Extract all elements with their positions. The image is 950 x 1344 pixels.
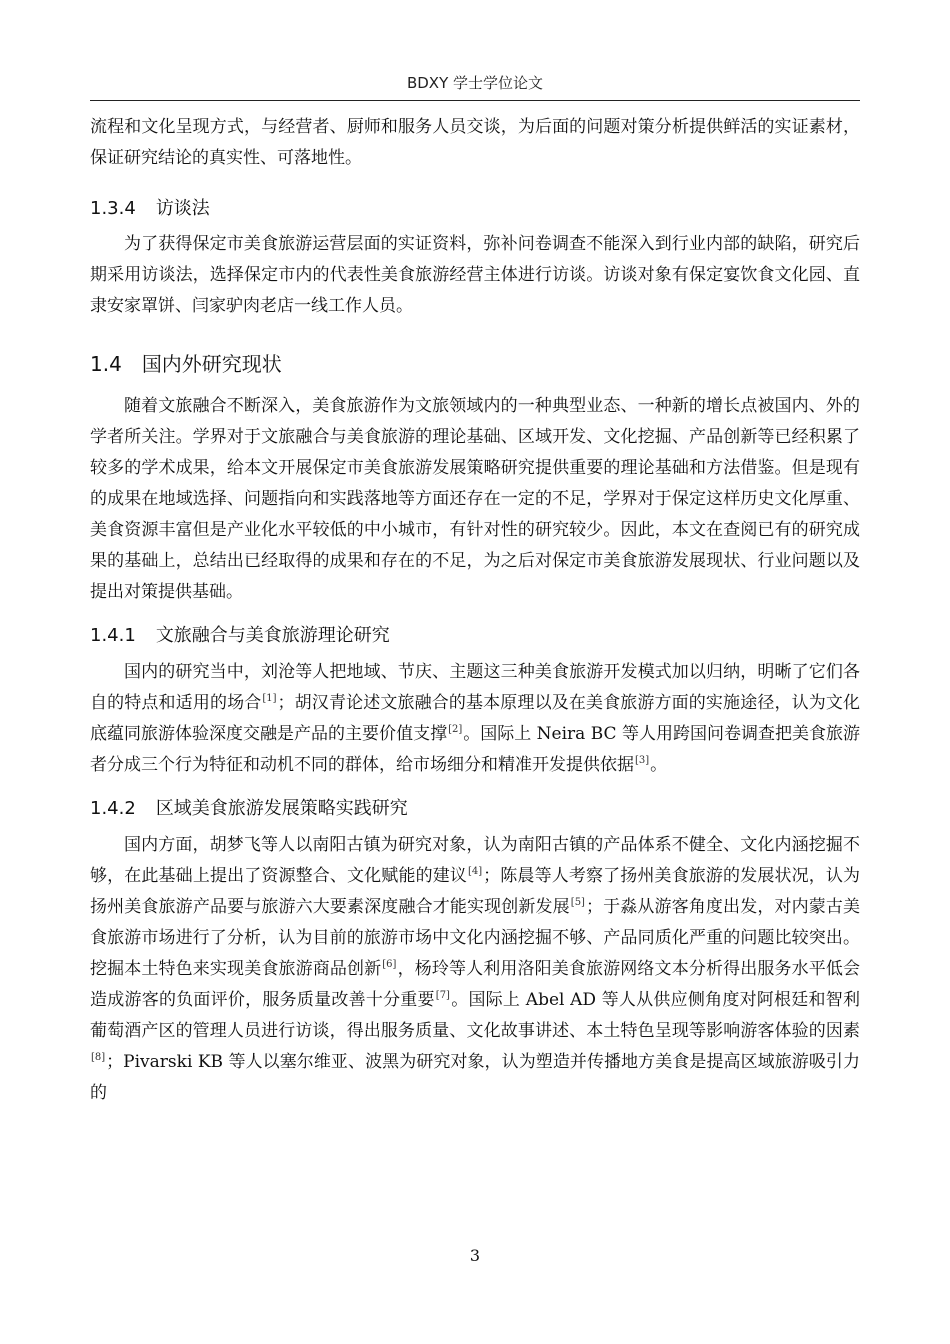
text-run: ；胡汉青论述文旅融合的基本原理以及在美食旅游方面的实施途径，认为文化底蕴同旅游体验深度交融是产品的主要价值支撑 — [90, 693, 861, 744]
text-run: 。国际上 Neira BC 等人用跨国问卷调查把美食旅游者分成三个行为特征和动机不同的群体，给市场细分和精准开发提供依据 — [90, 724, 860, 775]
section-number: 1.4.1 — [90, 625, 136, 646]
citation-ref: [5] — [570, 897, 585, 908]
text-run: ；Pivarski KB 等人以塞尔维亚、波黑为研究对象，认为塑造并传播地方美食是提高区域旅游吸引力的 — [90, 1052, 860, 1103]
text-run: ；于淼从游客角度出发，对内蒙古美食旅游市场进行了分析，认为目前的旅游市场中文化内涵挖掘不够、产品同质化严重的问题比较突出。挖掘本土特色来实现美食旅游商品创新 — [90, 897, 861, 979]
citation-ref: [1] — [262, 693, 277, 704]
text-run: 为了获得保定市美食旅游运营层面的实证资料，弥补问卷调查不能深入到行业内部的缺陷，研究后期采用访谈法，选择保定市内的代表性美食旅游经营主体进行访谈。访谈对象有保定宴饮食文化园、直隶安家罩饼、闫家驴肉老店一线工作人员。 — [90, 234, 860, 316]
section-title: 区域美食旅游发展策略实践研究 — [155, 798, 408, 819]
paragraph-theory-research — [90, 657, 860, 781]
text-run: 国内的研究当中，刘沧等人把地域、节庆、主题这三种美食旅游开发模式加以归纳，明晰了它们各自的特点和适用的场合 — [90, 662, 860, 713]
text-run: 国内方面，胡梦飞等人以南阳古镇为研究对象，认为南阳古镇的产品体系不健全、文化内涵挖掘不够，在此基础上提出了资源整合、文化赋能的建议 — [90, 835, 860, 886]
text-run: ，杨玲等人利用洛阳美食旅游网络文本分析得出服务水平低会造成游客的负面评价，服务质量改善十分重要 — [90, 959, 861, 1010]
section-number: 1.3.4 — [90, 198, 136, 219]
paragraph-continuation — [90, 112, 860, 174]
citation-ref: [8] — [91, 1052, 106, 1063]
section-title: 访谈法 — [155, 198, 210, 219]
page-number: 3 — [469, 1246, 481, 1265]
citation-ref: [6] — [382, 959, 397, 970]
section-heading-1-4-1 — [90, 620, 860, 651]
section-heading-1-4-2 — [90, 793, 860, 824]
paragraph-research-status — [90, 391, 860, 608]
citation-ref: [7] — [435, 990, 450, 1001]
citation-ref: [3] — [635, 755, 650, 766]
section-number: 1.4.2 — [90, 798, 136, 819]
text-run: 。 — [650, 755, 668, 775]
citation-ref: [2] — [448, 724, 463, 735]
text-run: 。国际上 Abel AD 等人从供应侧角度对阿根廷和智利葡萄酒产区的管理人员进行访谈，得出服务质量、文化故事讲述、本土特色呈现等影响游客体验的因素 — [90, 990, 861, 1041]
section-number: 1.4 — [90, 352, 122, 376]
text-run: 随着文旅融合不断深入，美食旅游作为文旅领域内的一种典型业态、一种新的增长点被国内、外的学者所关注。学界对于文旅融合与美食旅游的理论基础、区域开发、文化挖掘、产品创新等已经积累了较多的学术成果，给本文开展保定市美食旅游发展策略研究提供重要的理论基础和方法借鉴。但是现有的成果在地域选择、问题指向和实践落地等方面还存在一定的不足，学界对于保定这样历史文化厚重、美食资源丰富但是产业化水平较低的中小城市，有针对性的研究较少。因此，本文在查阅已有的研究成果的基础上，总结出已经取得的成果和存在的不足，为之后对保定市美食旅游发展现状、行业问题以及提出对策提供基础。 — [90, 396, 860, 602]
page-body — [90, 110, 860, 1109]
section-heading-1-4 — [90, 349, 860, 380]
section-title: 文旅融合与美食旅游理论研究 — [155, 625, 390, 646]
section-title: 国内外研究现状 — [141, 352, 282, 376]
citation-ref: [4] — [467, 866, 483, 877]
paragraph-regional-practice — [90, 830, 860, 1109]
running-header: BDXY 学士学位论文 — [406, 74, 544, 92]
paragraph-interview-method — [90, 229, 860, 322]
text-run: 流程和文化呈现方式，与经营者、厨师和服务人员交谈，为后面的问题对策分析提供鲜活的实证素材，保证研究结论的真实性、可落地性。 — [90, 117, 860, 168]
header-rule — [90, 100, 860, 101]
section-heading-1-3-4 — [90, 193, 860, 224]
text-run: ；陈晨等人考察了扬州美食旅游的发展状况，认为扬州美食旅游产品要与旅游六大要素深度融合才能实现创新发展 — [90, 866, 861, 917]
